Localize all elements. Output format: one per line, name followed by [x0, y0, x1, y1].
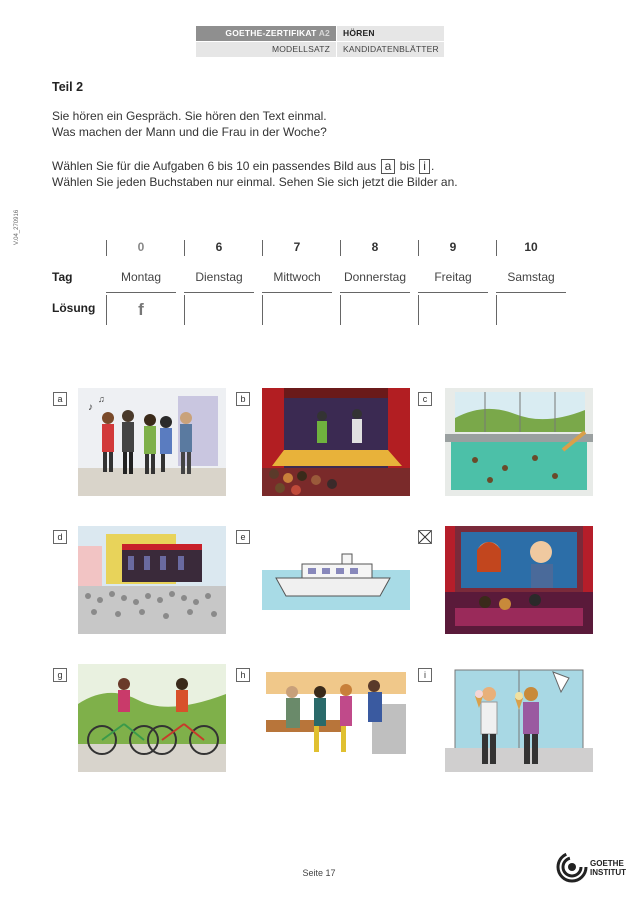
- picture-label-f-crossed: [418, 530, 432, 544]
- answer-box[interactable]: [418, 295, 488, 325]
- day-label: Samstag: [507, 270, 555, 284]
- day-label: Montag: [120, 270, 162, 284]
- day-label: Mittwoch: [273, 270, 321, 284]
- section-title: Teil 2: [52, 80, 84, 94]
- answer-box[interactable]: [262, 295, 332, 325]
- picture-g-cycling: [78, 664, 226, 772]
- svg-text:♪: ♪: [88, 402, 93, 413]
- picture-i-ice-cream: [445, 664, 593, 772]
- task-number: 8: [371, 240, 379, 254]
- instruction-line-2: Was machen der Mann und die Frau in der Woche?: [52, 125, 327, 139]
- task-number: 10: [524, 240, 538, 254]
- day-label: Freitag: [434, 270, 472, 284]
- answer-box[interactable]: [340, 295, 410, 325]
- header-cert: GOETHE-ZERTIFIKAT A2: [196, 26, 336, 41]
- picture-label-b: b: [236, 392, 250, 406]
- header-module: HÖREN: [337, 26, 444, 41]
- row-label-loesung: Lösung: [52, 301, 96, 315]
- cross-mark-icon: [419, 531, 431, 543]
- picture-b-theatre: [262, 388, 410, 496]
- picture-label-e: e: [236, 530, 250, 544]
- picture-label-h: h: [236, 668, 250, 682]
- picture-e-boat: [262, 526, 410, 634]
- page-number: Seite 17: [302, 868, 336, 878]
- exam-header: [196, 26, 444, 58]
- instruction-line-4: Wählen Sie jeden Buchstaben nur einmal. Sehen Sie sich jetzt die Bilder an.: [52, 175, 458, 189]
- picture-label-i: i: [418, 668, 432, 682]
- picture-label-a: a: [53, 392, 67, 406]
- picture-label-c: c: [418, 392, 432, 406]
- task-number: 7: [293, 240, 301, 254]
- answer-box-example: f: [138, 300, 144, 319]
- version-code: V.04_270916: [14, 209, 20, 245]
- row-label-tag: Tag: [52, 270, 73, 284]
- picture-f-cinema: [445, 526, 593, 634]
- picture-c-swimming-pool: [445, 388, 593, 496]
- day-label: Donnerstag: [343, 270, 407, 284]
- answer-box[interactable]: [184, 295, 254, 325]
- task-number: 6: [215, 240, 223, 254]
- picture-d-concert: [78, 526, 226, 634]
- letter-box-a: a: [381, 159, 396, 174]
- task-number: 9: [449, 240, 457, 254]
- answer-box[interactable]: [496, 295, 566, 325]
- task-number: 0: [137, 240, 145, 254]
- instruction-line-1: Sie hören ein Gespräch. Sie hören den Text einmal.: [52, 109, 327, 123]
- header-sheet: KANDIDATENBLÄTTER: [337, 42, 444, 57]
- picture-label-g: g: [53, 668, 67, 682]
- letter-box-i: i: [419, 159, 430, 174]
- svg-text:♫: ♫: [98, 394, 105, 404]
- goethe-logo-icon: [556, 851, 588, 883]
- day-label: Dienstag: [195, 270, 243, 284]
- goethe-logo: GOETHE INSTITUT: [556, 851, 626, 885]
- instruction-line-3: Wählen Sie für die Aufgaben 6 bis 10 ein passendes Bild aus a bis i .: [52, 159, 435, 173]
- picture-a-dancing: [78, 388, 226, 496]
- picture-label-d: d: [53, 530, 67, 544]
- header-set: MODELLSATZ: [196, 42, 336, 57]
- answer-table: [52, 240, 572, 330]
- picture-h-cooking: [262, 664, 410, 772]
